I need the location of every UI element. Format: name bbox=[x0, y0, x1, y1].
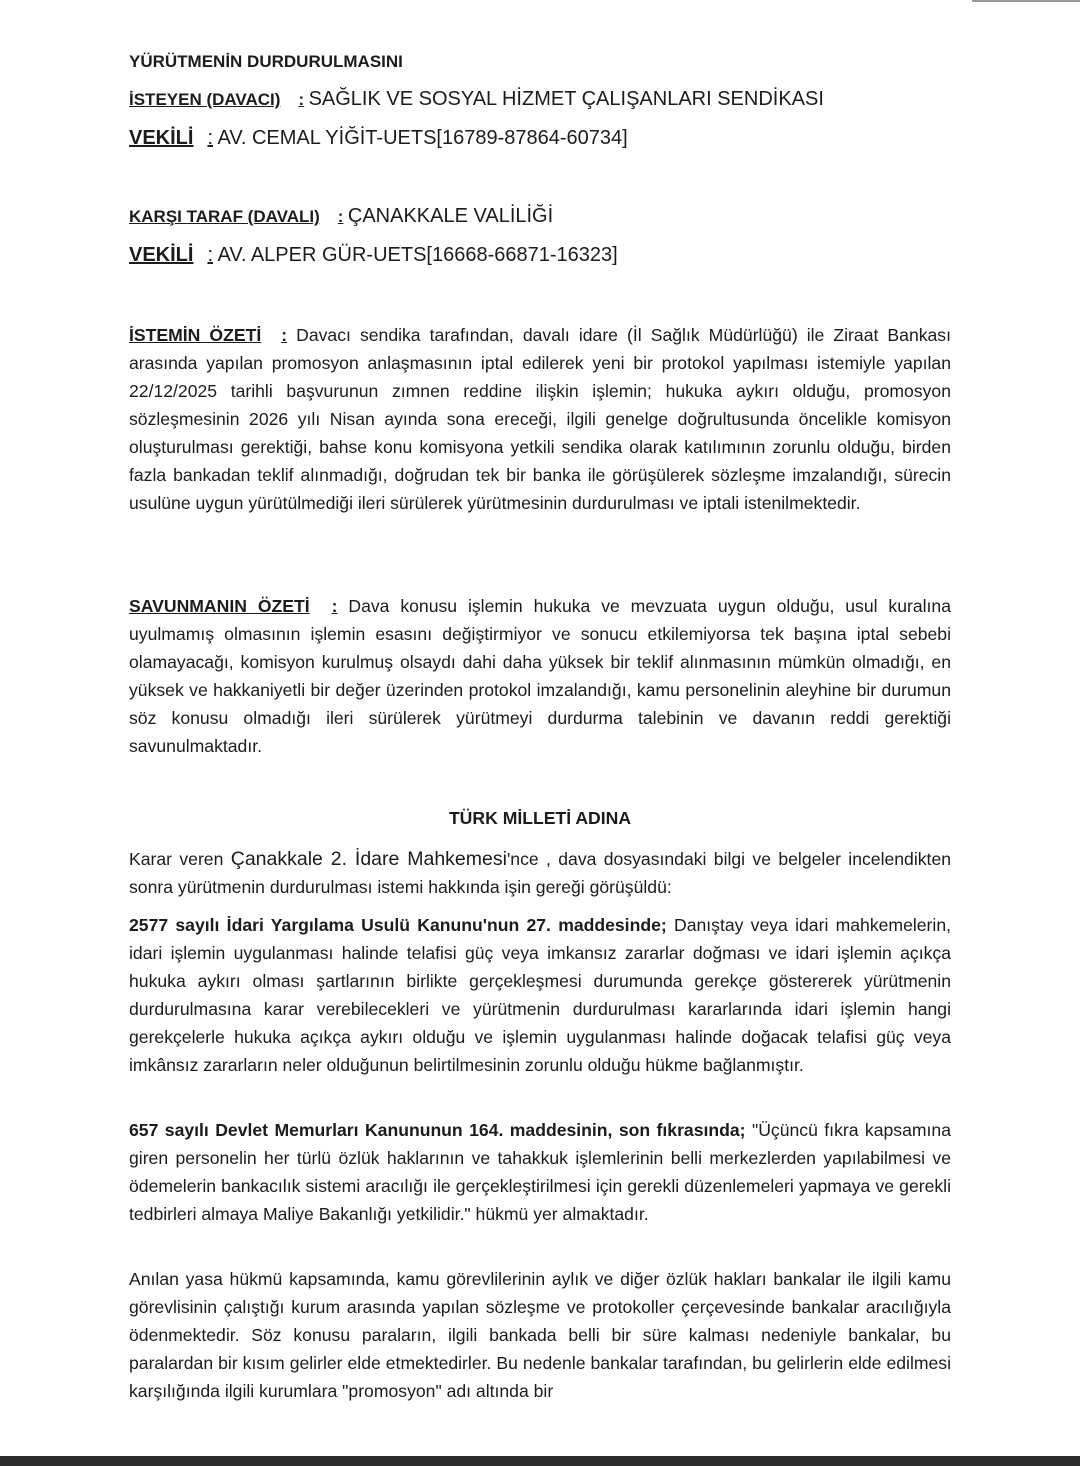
decision-intro-suffix: 'nce , dava dosyasındaki bilgi ve belgeler incelendikten sonra yürütmenin durdurulması istemi hakkında işin gereği görüşüldü: bbox=[129, 849, 952, 897]
law1-reference: 2577 sayılı İdari Yargılama Usulü Kanunu'nun 27. maddesinde; bbox=[129, 915, 667, 935]
decision-heading: TÜRK MİLLETİ ADINA bbox=[448, 808, 632, 828]
court-name: Çanakkale 2. İdare Mahkemesi bbox=[230, 848, 507, 870]
plaintiff-sep: : bbox=[298, 90, 305, 109]
plaintiff-counsel-line bbox=[129, 127, 628, 150]
plaintiff-counsel-value: AV. CEMAL YİĞİT-UETS[16789-87864-60734] bbox=[217, 127, 628, 149]
defendant-sep: : bbox=[337, 207, 344, 226]
decision-intro-paragraph bbox=[129, 845, 951, 901]
plaintiff-label: İSTEYEN (DAVACI) bbox=[129, 90, 281, 109]
promotion-paragraph bbox=[129, 1265, 951, 1405]
defendant-counsel-label: VEKİLİ bbox=[129, 244, 194, 266]
law2-reference: 657 sayılı Devlet Memurları Kanununun 164. maddesinin, son fıkrasında; bbox=[129, 1120, 746, 1140]
request-summary-paragraph bbox=[129, 321, 951, 517]
law2-paragraph bbox=[129, 1116, 951, 1228]
bottom-edge-bar bbox=[0, 1456, 1080, 1466]
defense-summary-sep: : bbox=[331, 596, 338, 616]
defense-summary-label: SAVUNMANIN ÖZETİ bbox=[129, 596, 310, 616]
defendant-counsel-line bbox=[129, 244, 618, 267]
defense-summary-text: Dava konusu işlemin hukuka ve mevzuata uygun olduğu, usul kuralına uyulmamış olmasının işlemin esasını değiştirmiyor ve sonucu etkilemiyorsa tek başına iptal sebebi olamayacağı, komisyon kurulmuş olsaydı dahi daha yüksek bir teklif alınmasının mümkün olmadığı, en yüksek ve hakkaniyetli bir değer üzerinden protokol imzalandığı, kamu personelinin aleyhine bir durumun söz konusu olmadığı ileri sürülerek yürütmeyi durdurma talebinin ve davanın reddi gerektiği savunulmaktadır. bbox=[129, 596, 952, 756]
plaintiff-line bbox=[129, 88, 824, 111]
law1-text: Danıştay veya idari mahkemelerin, idari işlemin uygulanması halinde telafisi güç veya imkansız zararlar doğması ve idari işlemin açıkça hukuka aykırı olması şartlarının birlikte gerçekleşmesi durumunda gerekçe göstererek yürütmenin durdurulmasına karar verebilecekleri ve yürütmenin durdurulması kararlarında idari işlemin hangi gerekçelerle hukuka açıkça aykırı olduğu ve işlemin uygulanması halinde doğacak telafisi güç veya imkânsız zararların neler olduğunun belirtilmesinin zorunlu olduğu hükme bağlanmıştır. bbox=[129, 915, 951, 1075]
plaintiff-value: SAĞLIK VE SOSYAL HİZMET ÇALIŞANLARI SENDİKASI bbox=[308, 88, 824, 110]
top-edge-line bbox=[972, 0, 1080, 2]
request-summary-text: Davacı sendika tarafından, davalı idare (İl Sağlık Müdürlüğü) ile Ziraat Bankası arasında yapılan promosyon anlaşmasının iptal edilerek yeni bir protokol yapılması istemiyle yapılan 22/12/2025 tarihli başvurunun zımnen reddine ilişkin işlemin; hukuka aykırı olduğu, promosyon sözleşmesinin 2026 yılı Nisan ayında sona ereceği, ilgili genelge doğrultusunda öncelikle komisyon oluşturulması gerektiği, bahse konu komisyona yetkili sendika olarak katılımının zorunlu olduğu, birden fazla bankadan teklif alınmadığı, doğrudan tek bir banka ile görüşülerek sözleşme imzalandığı, sürecin usulüne uygun yürütülmediği ileri sürülerek yürütmesinin durdurulması ve iptali istenilmektedir. bbox=[129, 325, 951, 513]
plaintiff-counsel-label: VEKİLİ bbox=[129, 127, 194, 149]
law2-text: "Üçüncü fıkra kapsamına giren personelin her türlü özlük haklarının ve tahakkuk işlemlerinin belli merkezlerden yapılabilmesi ve ödemelerin bankacılık sistemi aracılığı ile gerçekleştirilmesi için gerekli düzenlemeleri yapmaya ve gerekli tedbirleri almaya Maliye Bakanlığı yetkilidir." hükmü yer almaktadır. bbox=[129, 1120, 951, 1224]
plaintiff-counsel-sep: : bbox=[207, 127, 214, 149]
request-summary-label: İSTEMİN ÖZETİ bbox=[129, 325, 262, 345]
law1-paragraph bbox=[129, 911, 951, 1079]
request-summary-sep: : bbox=[281, 325, 288, 345]
defendant-line bbox=[129, 205, 553, 228]
defendant-counsel-value: AV. ALPER GÜR-UETS[16668-66871-16323] bbox=[217, 244, 618, 266]
defendant-value: ÇANAKKALE VALİLİĞİ bbox=[347, 205, 554, 227]
defendant-label: KARŞI TARAF (DAVALI) bbox=[129, 207, 320, 226]
decision-intro-prefix: Karar veren bbox=[129, 849, 224, 869]
document-title: YÜRÜTMENİN DURDURULMASINI bbox=[129, 52, 403, 71]
defense-summary-paragraph bbox=[129, 592, 951, 760]
promotion-text: Anılan yasa hükmü kapsamında, kamu görevlilerinin aylık ve diğer özlük hakları bankalar ile ilgili kamu görevlisinin çalıştığı kurum arasında yapılan sözleşme ve protokoller çerçevesinde bankalar aracılığıyla ödenmektedir. Söz konusu paraların, ilgili bankada belli bir süre kalması nedeniyle bankalar, bu paralardan bir kısım gelirler elde etmektedirler. Bu nedenle bankalar tarafından, bu gelirlerin elde edilmesi karşılığında ilgili kurumlara "promosyon" adı altında bir bbox=[129, 1269, 951, 1401]
defendant-counsel-sep: : bbox=[207, 244, 214, 266]
